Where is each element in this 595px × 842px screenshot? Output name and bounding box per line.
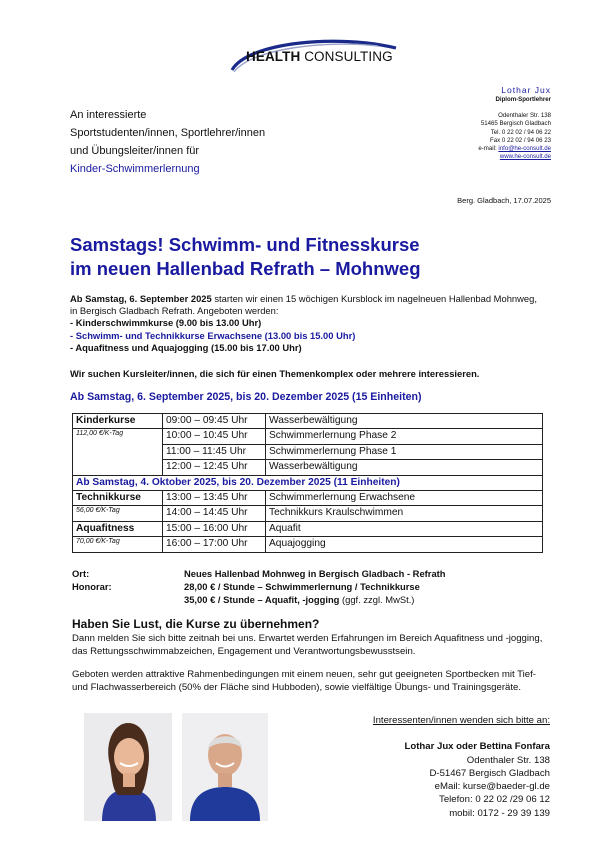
sender-city: 51465 Bergisch Gladbach [480,120,551,128]
course-description: Schwimmerlernung Phase 1 [266,444,543,459]
contact-intro: Interessenten/innen wenden sich bitte an: [372,715,550,726]
course-description: Wasserbewältigung [266,460,543,475]
call-to-action-heading: Haben Sie Lust, die Kurse zu übernehmen? [72,617,320,631]
contact-city: D-51467 Bergisch Gladbach [429,767,550,779]
recipient-address [70,106,265,178]
headline-line-2: im neuen Hallenbad Refrath – Mohnweg [70,258,421,279]
logo-wordmark [246,49,393,64]
course-price-aqua: 70,00 €/K-Tag [73,537,163,552]
headline [70,233,421,281]
offer-item-kinder: - Kinderschwimmkurse (9.00 bis 13.00 Uhr) [70,317,262,329]
honorar-label: Honorar: [72,581,112,592]
sender-web-link[interactable]: www.he-consult.de [499,153,551,161]
contact-block [373,714,550,820]
requirements-paragraph: Dann melden Sie sich bitte zeitnah bei uns. Erwartet werden Erfahrungen im Bereich Aquafitness und -jogging, das Rettungsschwimmabzeichen, Engagement und Verantwortungsbewusstsein. [72,633,543,657]
logo-text-health: HEALTH [246,49,301,64]
address-line-1: An interessierte [70,109,147,121]
contact-photo-woman [84,713,172,821]
course-price-kinder: 112,00 €/K-Tag [73,429,163,475]
table-row [73,429,543,444]
ort-value: Neues Hallenbad Mohnweg in Bergisch Gladbach - Refrath [184,568,446,579]
sender-email-link[interactable]: info@he-consult.de [498,145,551,153]
search-statement: Wir suchen Kursleiter/innen, die sich für einen Themenkomplex oder mehrere interessieren. [70,368,480,379]
period-2-heading: Ab Samstag, 4. Oktober 2025, bis 20. Dezember 2025 (11 Einheiten) [73,475,543,490]
contact-email[interactable]: eMail: kurse@baeder-gl.de [434,781,550,793]
offer-paragraph: Geboten werden attraktive Rahmenbedingungen mit einem neuen, sehr gut geeigneten Sportbecken mit Tief- und Flachwasserbereich (50% der Fläche sind Hubboden), sowie vielfältige Übungs- und Trainingsgeräte. [72,669,536,693]
course-description: Schwimmerlernung Phase 2 [266,429,543,444]
table-row [73,506,543,521]
company-logo [228,38,408,74]
course-time: 15:00 – 16:00 Uhr [163,521,266,536]
offer-item-technik: - Schwimm- und Technikkurse Erwachsene (13.00 bis 15.00 Uhr) [70,329,356,341]
course-time: 12:00 – 12:45 Uhr [163,460,266,475]
course-description: Schwimmerlernung Erwachsene [266,491,543,506]
contact-street: Odenthaler Str. 138 [466,754,550,766]
contact-phone: Telefon: 0 22 02 /29 06 12 [439,794,550,806]
course-time: 14:00 – 14:45 Uhr [163,506,266,521]
course-time: 11:00 – 11:45 Uhr [163,444,266,459]
ort-label: Ort: [72,568,90,579]
table-row [73,491,543,506]
course-time: 09:00 – 09:45 Uhr [163,414,266,429]
intro-start-date: Ab Samstag, 6. September 2025 [70,293,212,304]
logo-text-consulting: CONSULTING [304,49,393,64]
course-time: 10:00 – 10:45 Uhr [163,429,266,444]
honorar-line-2-note: (ggf. zzgl. MwSt.) [339,594,415,605]
course-description: Wasserbewältigung [266,414,543,429]
sender-email-label: e-mail: [478,145,497,153]
table-row [73,475,543,490]
contact-photo-man [182,713,268,821]
sender-block [478,85,551,161]
intro-body: starten wir einen 15 wöchigen Kursblock im nagelneuen Hallenbad Mohnweg, in Bergisch Gladbach Refrath. Angeboten werden: [70,293,537,317]
sender-tel: Tel. 0 22 02 / 94 06 22 [490,128,551,136]
contact-persons: Lothar Jux oder Bettina Fonfara [404,741,550,753]
letter-date: Berg. Gladbach, 17.07.2025 [457,196,551,205]
course-price-technik: 56,00 €/K-Tag [73,506,163,521]
course-category-technik: Technikkurse [73,491,163,506]
table-row [73,521,543,536]
intro-text [70,293,540,317]
honorar-line-1: 28,00 € / Stunde – Schwimmerlernung / Technikkurse [184,581,420,592]
headline-line-1: Samstags! Schwimm- und Fitnesskurse [70,234,420,255]
sender-fax: Fax 0 22 02 / 94 06 23 [490,136,551,144]
offer-item-aqua: - Aquafitness und Aquajogging (15.00 bis 17.00 Uhr) [70,341,302,353]
table-row [73,537,543,552]
period-1-heading: Ab Samstag, 6. September 2025, bis 20. Dezember 2025 (15 Einheiten) [70,391,422,403]
address-line-2: Sportstudenten/innen, Sportlehrer/innen [70,127,266,139]
sender-name: Lothar Jux [501,85,551,95]
course-description: Aquajogging [266,537,543,552]
course-time: 13:00 – 13:45 Uhr [163,491,266,506]
honorar-line-2 [184,593,414,606]
table-row [73,414,543,429]
contact-mobile: mobil: 0172 - 29 39 139 [449,807,550,819]
sender-street: Odenthaler Str. 138 [498,112,551,120]
intro-paragraph [70,293,540,354]
sender-title: Diplom-Sportlehrer [495,96,551,103]
course-description: Technikkurs Kraulschwimmen [266,506,543,521]
course-category-aqua: Aquafitness [73,521,163,536]
address-line-4: Kinder-Schwimmerlernung [70,163,200,175]
honorar-line-2-rate: 35,00 € / Stunde – Aquafit, -jogging [184,594,340,605]
course-description: Aquafit [266,521,543,536]
sender-email-line [478,145,551,153]
course-time: 16:00 – 17:00 Uhr [163,537,266,552]
course-table [72,413,543,553]
course-category-kinder: Kinderkurse [73,414,163,429]
address-line-3: und Übungsleiter/innen für [70,145,200,157]
